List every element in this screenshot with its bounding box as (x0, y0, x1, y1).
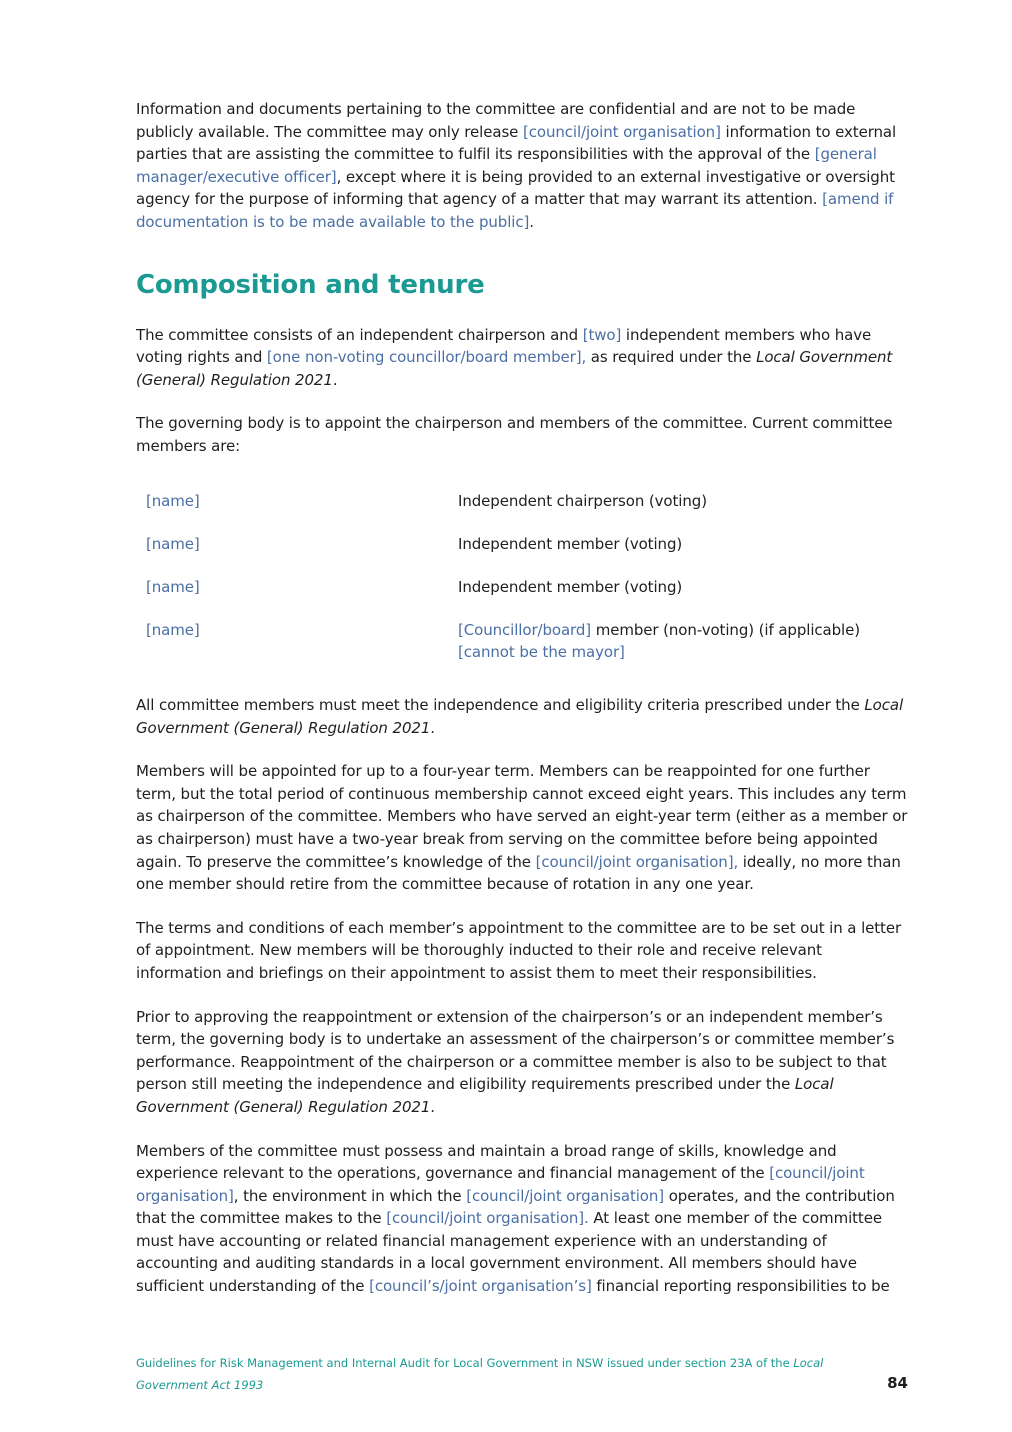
regulation-title: Local Government (General) Regulation 2021 (136, 696, 904, 737)
member-name: [name] (146, 577, 200, 596)
text-run: ideally, no more than one member should retire from the committee because of rotation in any one year. (136, 852, 901, 894)
appointment-paragraph: The governing body is to appoint the chairperson and members of the committee. Current committee members are: (136, 414, 893, 455)
member-role: Independent member (voting) (458, 534, 683, 553)
placeholder-text: [Councillor/board] (458, 620, 592, 639)
text-run: Members will be appointed for up to a four-year term. Members can be reappointed for one further term, but the total period of continuous membership cannot exceed eight years. This includes any term as chairperson of the committee. Members who have served an eight-year term (either as a member or as chairperson) must have a two-year break from serving on the committee before being appointed again. To preserve the committee’s knowledge of the (136, 762, 908, 871)
member-role: Independent member (voting) (458, 577, 683, 596)
table-row (136, 555, 908, 598)
text-run: . (430, 718, 435, 737)
text-run: member (non-voting) (if applicable) (591, 620, 861, 639)
text-run: . (332, 370, 338, 389)
member-name: [name] (146, 620, 200, 639)
conditions-paragraph: The terms and conditions of each member’s appointment to the committee are to be set out in a letter of appointment. New members will be thoroughly inducted to their role and receive relevant information and briefings on their appointment to assist them to meet their responsibilities. (136, 918, 902, 982)
text-run: as required under the (586, 348, 757, 367)
text-run: , except where it is being provided to an external investigative or oversight agency for the purpose of informing that agency of a matter that may warrant its attention. (136, 167, 895, 209)
placeholder-text: [council’s/joint organisation’s] (369, 1277, 592, 1296)
text-run: At least one member of the committee must have accounting or related financial management experience with an understanding of accounting and auditing standards in a local government environment. All members should have sufficient understanding of the (136, 1209, 882, 1296)
table-row (136, 598, 908, 664)
member-role (458, 598, 908, 664)
regulation-title: Local Government (General) Regulation 2021 (136, 1075, 834, 1116)
placeholder-text: [council/joint organisation]. (386, 1209, 589, 1228)
placeholder-text: [two] (582, 325, 622, 344)
placeholder-text: [general manager/executive officer] (136, 145, 877, 186)
footer-text: Guidelines for Risk Management and Internal Audit for Local Government in NSW issued under section 23A of the (136, 1356, 794, 1370)
table-row (136, 512, 908, 555)
placeholder-text: [council/joint organisation] (522, 122, 721, 141)
member-name: [name] (146, 534, 200, 553)
placeholder-text: [cannot be the mayor] (458, 643, 625, 662)
text-run: financial reporting responsibilities to be (591, 1277, 890, 1296)
page-footer (136, 1352, 876, 1396)
text-run: . (430, 1097, 435, 1116)
placeholder-text: [council/joint organisation], (535, 852, 739, 871)
members-table (136, 490, 908, 664)
text-run: Information and documents pertaining to the committee are confidential and are not to be made publicly available. The committee may only release (136, 100, 856, 141)
text-run: The committee consists of an independent chairperson and (136, 325, 583, 344)
regulation-title: Local Government (General) Regulation 2021 (136, 348, 893, 389)
page-number: 84 (887, 1374, 908, 1392)
table-row (136, 490, 908, 513)
skills-paragraph (136, 1140, 908, 1298)
text-run: independent members who have voting rights and (136, 325, 872, 367)
placeholder-text: [one non-voting councillor/board member], (266, 348, 587, 367)
reappointment-paragraph (136, 1006, 908, 1119)
text-run: All committee members must meet the independence and eligibility criteria prescribed under the (136, 696, 865, 714)
text-run: , the environment in which the (233, 1186, 467, 1205)
text-run: Prior to approving the reappointment or extension of the chairperson’s or an independent member’s term, the governing body is to undertake an assessment of the chairperson’s or committee member’s performance. Reappointment of the chairperson or a committee member is also to be subject to that person still meeting the independence and eligibility requirements prescribed under the (136, 1007, 895, 1094)
section-heading: Composition and tenure (136, 269, 485, 300)
composition-paragraph (136, 324, 908, 392)
footer-act-title: Local Government Act 1993 (136, 1356, 824, 1392)
text-run: . (529, 212, 534, 231)
eligibility-paragraph (136, 694, 908, 739)
member-name: [name] (146, 491, 200, 510)
text-run: operates, and the contribution that the committee makes to the (136, 1186, 895, 1228)
term-paragraph (136, 760, 908, 896)
placeholder-text: [amend if documentation is to be made available to the public] (136, 190, 894, 231)
text-run: Members of the committee must possess and maintain a broad range of skills, knowledge and experience relevant to the operations, governance and financial management of the (136, 1141, 837, 1183)
confidentiality-paragraph (136, 98, 908, 234)
placeholder-text: [council/joint organisation] (466, 1186, 665, 1205)
page-content (136, 98, 908, 1298)
member-role: Independent chairperson (voting) (458, 491, 707, 510)
text-run: information to external parties that are assisting the committee to fulfil its responsibilities with the approval of the (136, 122, 897, 164)
placeholder-text: [council/joint organisation] (136, 1164, 865, 1205)
